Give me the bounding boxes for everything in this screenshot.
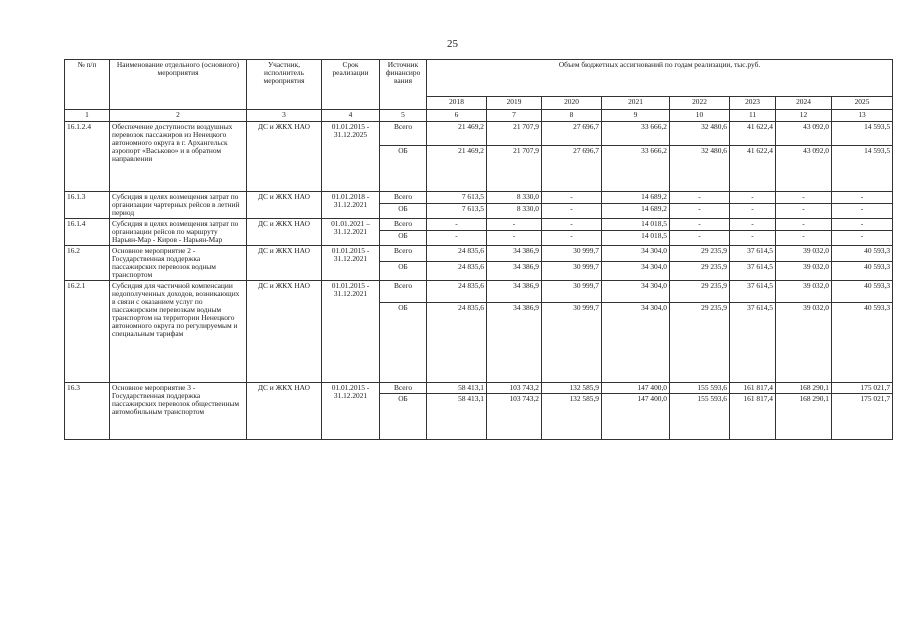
row-value: 33 666,2 — [602, 146, 670, 192]
row-value: 30 999,7 — [542, 245, 602, 261]
row-value: 21 469,2 — [427, 146, 487, 192]
row-source: ОБ — [380, 393, 427, 439]
row-value: 34 304,0 — [602, 245, 670, 261]
row-value: - — [670, 192, 730, 204]
row-name: Субсидия в целях возмещения затрат по организации рейсов по маршруту Нарьян-Мар - Киров - Нарьян-Мар — [110, 218, 247, 245]
row-value: - — [832, 203, 893, 218]
row-value: 155 593,6 — [670, 382, 730, 393]
row-value: 30 999,7 — [542, 262, 602, 281]
row-value: 43 092,0 — [776, 122, 832, 146]
row-participant: ДС и ЖКХ НАО — [247, 382, 322, 439]
header-participant: Участник, исполнитель мероприятия — [247, 60, 322, 110]
row-term: 01.01.2015 - 31.12.2025 — [322, 122, 380, 192]
row-value: 14 593,5 — [832, 122, 893, 146]
row-value: - — [730, 203, 776, 218]
row-value: 24 835,6 — [427, 280, 487, 302]
row-value: 39 032,0 — [776, 280, 832, 302]
row-number: 16.1.4 — [65, 218, 110, 245]
row-name: Субсидия в целях возмещения затрат по организации чартерных рейсов в летний период — [110, 192, 247, 219]
row-value: 34 304,0 — [602, 262, 670, 281]
header-name: Наименование отдельного (основного) мероприятия — [110, 60, 247, 110]
row-term: 01.01.2018 - 31.12.2021 — [322, 192, 380, 219]
row-value: 34 386,9 — [487, 302, 542, 382]
row-value: - — [542, 218, 602, 230]
row-value: - — [776, 192, 832, 204]
row-participant: ДС и ЖКХ НАО — [247, 192, 322, 219]
row-value: 34 304,0 — [602, 302, 670, 382]
header-year: 2024 — [776, 97, 832, 110]
row-value: 24 835,6 — [427, 302, 487, 382]
row-value: 175 021,7 — [832, 382, 893, 393]
row-value: - — [487, 230, 542, 245]
row-value: 161 817,4 — [730, 382, 776, 393]
row-value: - — [730, 218, 776, 230]
row-value: - — [427, 218, 487, 230]
column-number: 6 — [427, 110, 487, 122]
row-value: 132 585,9 — [542, 393, 602, 439]
row-name: Обеспечение доступности воздушных перевозок пассажиров из Ненецкого автономного округа в г. Архангельск аэропорт «Васьково» и в обратном направлении — [110, 122, 247, 192]
row-value: 14 593,5 — [832, 146, 893, 192]
column-number: 1 — [65, 110, 110, 122]
row-term: 01.01.2015 - 31.12.2021 — [322, 245, 380, 280]
row-value: - — [670, 230, 730, 245]
row-value: 30 999,7 — [542, 280, 602, 302]
row-value: 14 018,5 — [602, 230, 670, 245]
row-value: - — [542, 230, 602, 245]
page-number: 25 — [447, 38, 458, 50]
column-number: 2 — [110, 110, 247, 122]
row-value: 24 835,6 — [427, 245, 487, 261]
column-number: 11 — [730, 110, 776, 122]
header-year: 2020 — [542, 97, 602, 110]
row-source: ОБ — [380, 302, 427, 382]
row-value: - — [487, 218, 542, 230]
column-number: 9 — [602, 110, 670, 122]
row-value: 32 480,6 — [670, 122, 730, 146]
column-index-row — [65, 110, 893, 122]
header-year: 2019 — [487, 97, 542, 110]
row-term: 01.01.2015 - 31.12.2021 — [322, 280, 380, 382]
row-number: 16.2 — [65, 245, 110, 280]
column-number: 13 — [832, 110, 893, 122]
row-value: 168 290,1 — [776, 393, 832, 439]
row-source: Всего — [380, 218, 427, 230]
row-term: 01.01.2015 - 31.12.2021 — [322, 382, 380, 439]
row-participant: ДС и ЖКХ НАО — [247, 280, 322, 382]
table-body — [65, 122, 893, 440]
row-name: Основное мероприятие 2 - Государственная поддержка пассажирских перевозок водным транспортом — [110, 245, 247, 280]
row-value: 34 304,0 — [602, 280, 670, 302]
table-row — [65, 245, 893, 261]
row-value: 43 092,0 — [776, 146, 832, 192]
row-source: Всего — [380, 382, 427, 393]
row-participant: ДС и ЖКХ НАО — [247, 245, 322, 280]
header-row — [65, 60, 893, 97]
header-term: Срок реализации — [322, 60, 380, 110]
column-number: 7 — [487, 110, 542, 122]
row-participant: ДС и ЖКХ НАО — [247, 218, 322, 245]
row-value: 14 018,5 — [602, 218, 670, 230]
row-value: 37 614,5 — [730, 302, 776, 382]
row-value: - — [542, 203, 602, 218]
row-source: ОБ — [380, 230, 427, 245]
row-value: 103 743,2 — [487, 393, 542, 439]
header-year: 2025 — [832, 97, 893, 110]
row-value: - — [730, 230, 776, 245]
column-number: 8 — [542, 110, 602, 122]
header-year: 2018 — [427, 97, 487, 110]
column-number: 3 — [247, 110, 322, 122]
row-value: 37 614,5 — [730, 262, 776, 281]
row-value: 27 696,7 — [542, 146, 602, 192]
row-value: 29 235,9 — [670, 262, 730, 281]
column-number: 5 — [380, 110, 427, 122]
header-num: № п/п — [65, 60, 110, 110]
row-source: Всего — [380, 192, 427, 204]
row-value: 41 622,4 — [730, 146, 776, 192]
row-value: 168 290,1 — [776, 382, 832, 393]
header-year: 2021 — [602, 97, 670, 110]
header-year: 2022 — [670, 97, 730, 110]
budget-table — [64, 59, 893, 440]
row-value: 40 593,3 — [832, 262, 893, 281]
row-source: Всего — [380, 280, 427, 302]
row-value: 34 386,9 — [487, 245, 542, 261]
row-value: 147 400,0 — [602, 382, 670, 393]
table-row — [65, 192, 893, 204]
row-value: 40 593,3 — [832, 245, 893, 261]
row-value: 33 666,2 — [602, 122, 670, 146]
row-value: 58 413,1 — [427, 393, 487, 439]
row-source: Всего — [380, 245, 427, 261]
row-value: - — [832, 218, 893, 230]
row-value: 32 480,6 — [670, 146, 730, 192]
row-value: 39 032,0 — [776, 302, 832, 382]
row-value: 21 469,2 — [427, 122, 487, 146]
row-value: 8 330,0 — [487, 203, 542, 218]
row-value: 58 413,1 — [427, 382, 487, 393]
row-value: 39 032,0 — [776, 262, 832, 281]
header-volume: Объем бюджетных ассигнований по годам реализации, тыс.руб. — [427, 60, 893, 97]
row-value: 147 400,0 — [602, 393, 670, 439]
row-value: 21 707,9 — [487, 146, 542, 192]
row-value: 7 613,5 — [427, 203, 487, 218]
row-source: ОБ — [380, 203, 427, 218]
row-source: Всего — [380, 122, 427, 146]
row-value: - — [427, 230, 487, 245]
row-value: 40 593,3 — [832, 280, 893, 302]
row-name: Субсидия для частичной компенсации недополученных доходов, возникающих в связи с оказанием услуг по пассажирским перевозкам водным транспортом на территории Ненецкого автономного округа по регулируемым и специальным тарифам — [110, 280, 247, 382]
row-participant: ДС и ЖКХ НАО — [247, 122, 322, 192]
column-number: 12 — [776, 110, 832, 122]
row-number: 16.2.1 — [65, 280, 110, 382]
row-source: ОБ — [380, 146, 427, 192]
row-name: Основное мероприятие 3 - Государственная поддержка пассажирских перевозок общественным автомобильным транспортом — [110, 382, 247, 439]
row-value: 24 835,6 — [427, 262, 487, 281]
row-value: 30 999,7 — [542, 302, 602, 382]
row-value: 7 613,5 — [427, 192, 487, 204]
row-value: - — [670, 218, 730, 230]
row-source: ОБ — [380, 262, 427, 281]
row-number: 16.3 — [65, 382, 110, 439]
row-value: 29 235,9 — [670, 280, 730, 302]
column-number: 4 — [322, 110, 380, 122]
row-value: - — [776, 203, 832, 218]
row-value: 27 696,7 — [542, 122, 602, 146]
column-number: 10 — [670, 110, 730, 122]
row-value: 8 330,0 — [487, 192, 542, 204]
table-row — [65, 122, 893, 146]
row-value: 34 386,9 — [487, 262, 542, 281]
row-value: - — [832, 192, 893, 204]
row-value: 37 614,5 — [730, 280, 776, 302]
header-year: 2023 — [730, 97, 776, 110]
row-value: 14 689,2 — [602, 192, 670, 204]
row-value: 132 585,9 — [542, 382, 602, 393]
row-value: 21 707,9 — [487, 122, 542, 146]
row-value: 29 235,9 — [670, 245, 730, 261]
row-value: 41 622,4 — [730, 122, 776, 146]
row-value: 175 021,7 — [832, 393, 893, 439]
row-value: 14 689,2 — [602, 203, 670, 218]
row-value: 29 235,9 — [670, 302, 730, 382]
row-value: 37 614,5 — [730, 245, 776, 261]
table-row — [65, 280, 893, 302]
row-value: - — [730, 192, 776, 204]
row-value: - — [542, 192, 602, 204]
row-value: - — [670, 203, 730, 218]
row-number: 16.1.2.4 — [65, 122, 110, 192]
row-value: 155 593,6 — [670, 393, 730, 439]
row-value: 103 743,2 — [487, 382, 542, 393]
row-value: - — [776, 230, 832, 245]
row-value: 39 032,0 — [776, 245, 832, 261]
row-value: - — [776, 218, 832, 230]
row-value: 34 386,9 — [487, 280, 542, 302]
row-value: 40 593,3 — [832, 302, 893, 382]
table-row — [65, 218, 893, 230]
row-number: 16.1.3 — [65, 192, 110, 219]
table-row — [65, 382, 893, 393]
row-value: 161 817,4 — [730, 393, 776, 439]
header-source: Источник финансиро вания — [380, 60, 427, 110]
row-value: - — [832, 230, 893, 245]
row-term: 01.01.2021 – 31.12.2021 — [322, 218, 380, 245]
